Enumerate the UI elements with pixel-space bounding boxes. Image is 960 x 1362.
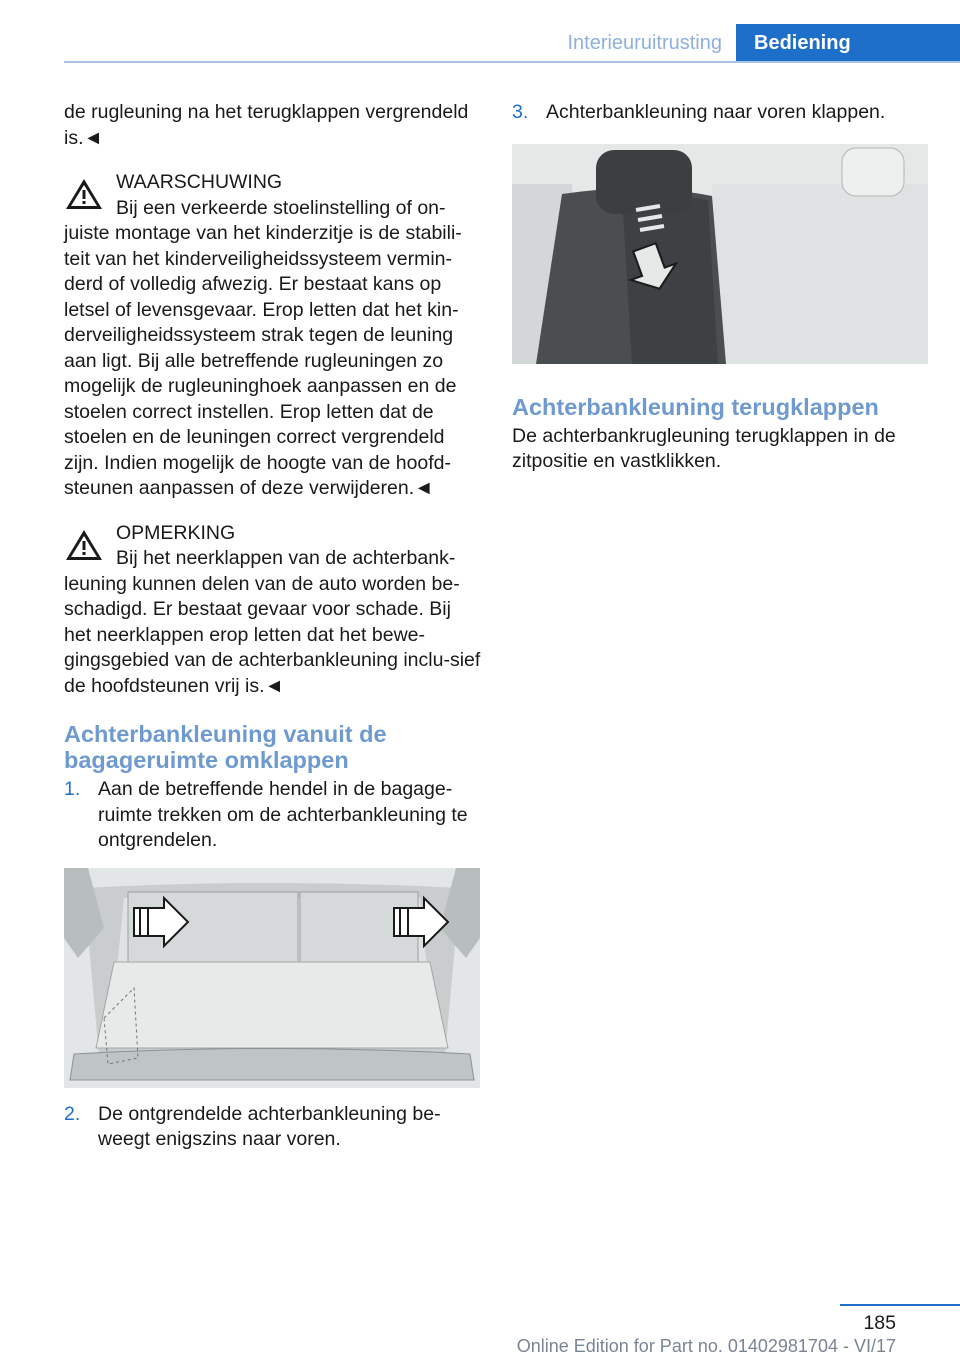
- left-column: [64, 100, 482, 1153]
- edition-note: Online Edition for Part no. 01402981704 - VI/17: [516, 1336, 896, 1356]
- warning-title: WAARSCHUWING: [116, 171, 283, 193]
- header-chapter-tab: Bediening: [736, 24, 960, 63]
- step-item: [64, 1102, 482, 1153]
- page-number: 185: [863, 1312, 896, 1334]
- section-heading-trunk: Achterbankleuning vanuit de bagageruimte omklappen: [64, 721, 387, 773]
- note-block: [64, 521, 482, 700]
- seatback-illustration: [512, 144, 928, 364]
- step-item: [64, 777, 482, 854]
- step-text: De ontgrendelde achterbankleuning be‐weegt enigszins naar voren.: [98, 1102, 441, 1150]
- caution-triangle-icon: [64, 527, 104, 563]
- footer-rule: [840, 1304, 960, 1306]
- warning-triangle-icon: [64, 176, 104, 212]
- trunk-image: [64, 868, 480, 1088]
- header-rule: [64, 61, 960, 63]
- step-number: 1.: [64, 778, 81, 800]
- note-text: leuning kunnen delen van de auto worden be‐schadigd. Er bestaat gevaar voor schade. Bij het neerklappen erop letten dat het bewe‐gingsgebied van de achterbankleuning inclu‐sief de hoofdsteunen vrij is.◄: [64, 572, 481, 697]
- fold-back-text: De achterbankrugleuning terugklappen in de zitpositie en vastklikken.: [512, 424, 896, 472]
- trunk-illustration: [64, 868, 480, 1088]
- step-item: [512, 100, 928, 126]
- right-column: [512, 100, 928, 475]
- step-number: 2.: [64, 1102, 81, 1125]
- warning-text: juiste montage van het kinderzitje is de stabili‐teit van het kinderveiligheidssysteem vermin‐derd of volledig afwezig. Er bestaat kans op letsel of levensgevaar. Erop letten dat het kin‐derveiligheidssysteem strak tegen de leuning aan ligt. Bij alle betreffende rugleuningen zo mogelijk de rugleuninghoek aanpassen en de stoelen correct instellen. Erop letten dat de stoelen en de leuningen correct vergrendeld zijn. Indien mogelijk de hoogte van de hoofd‐steunen aanpassen of deze verwijderen.◄: [64, 222, 462, 499]
- intro-text: de rugleuning na het terugklappen vergrendeld is.◄: [64, 101, 469, 149]
- warning-first-line: Bij een verkeerde stoelinstelling of on‐: [116, 196, 446, 219]
- step-number: 3.: [512, 101, 529, 123]
- section-heading-fold-back: Achterbankleuning terugklappen: [512, 393, 879, 420]
- warning-block: [64, 170, 482, 502]
- note-title: OPMERKING: [116, 521, 236, 544]
- step-text: Aan de betreffende hendel in de bagage‐ruimte trekken om de achterbankleuning te ontgrendelen.: [98, 778, 468, 851]
- step-text: Achterbankleuning naar voren klappen.: [546, 101, 886, 123]
- note-first-line: Bij het neerklappen van de achterbank‐: [116, 547, 456, 569]
- header-section-title: Interieuruitrusting: [567, 32, 722, 54]
- seatback-image: [512, 144, 928, 364]
